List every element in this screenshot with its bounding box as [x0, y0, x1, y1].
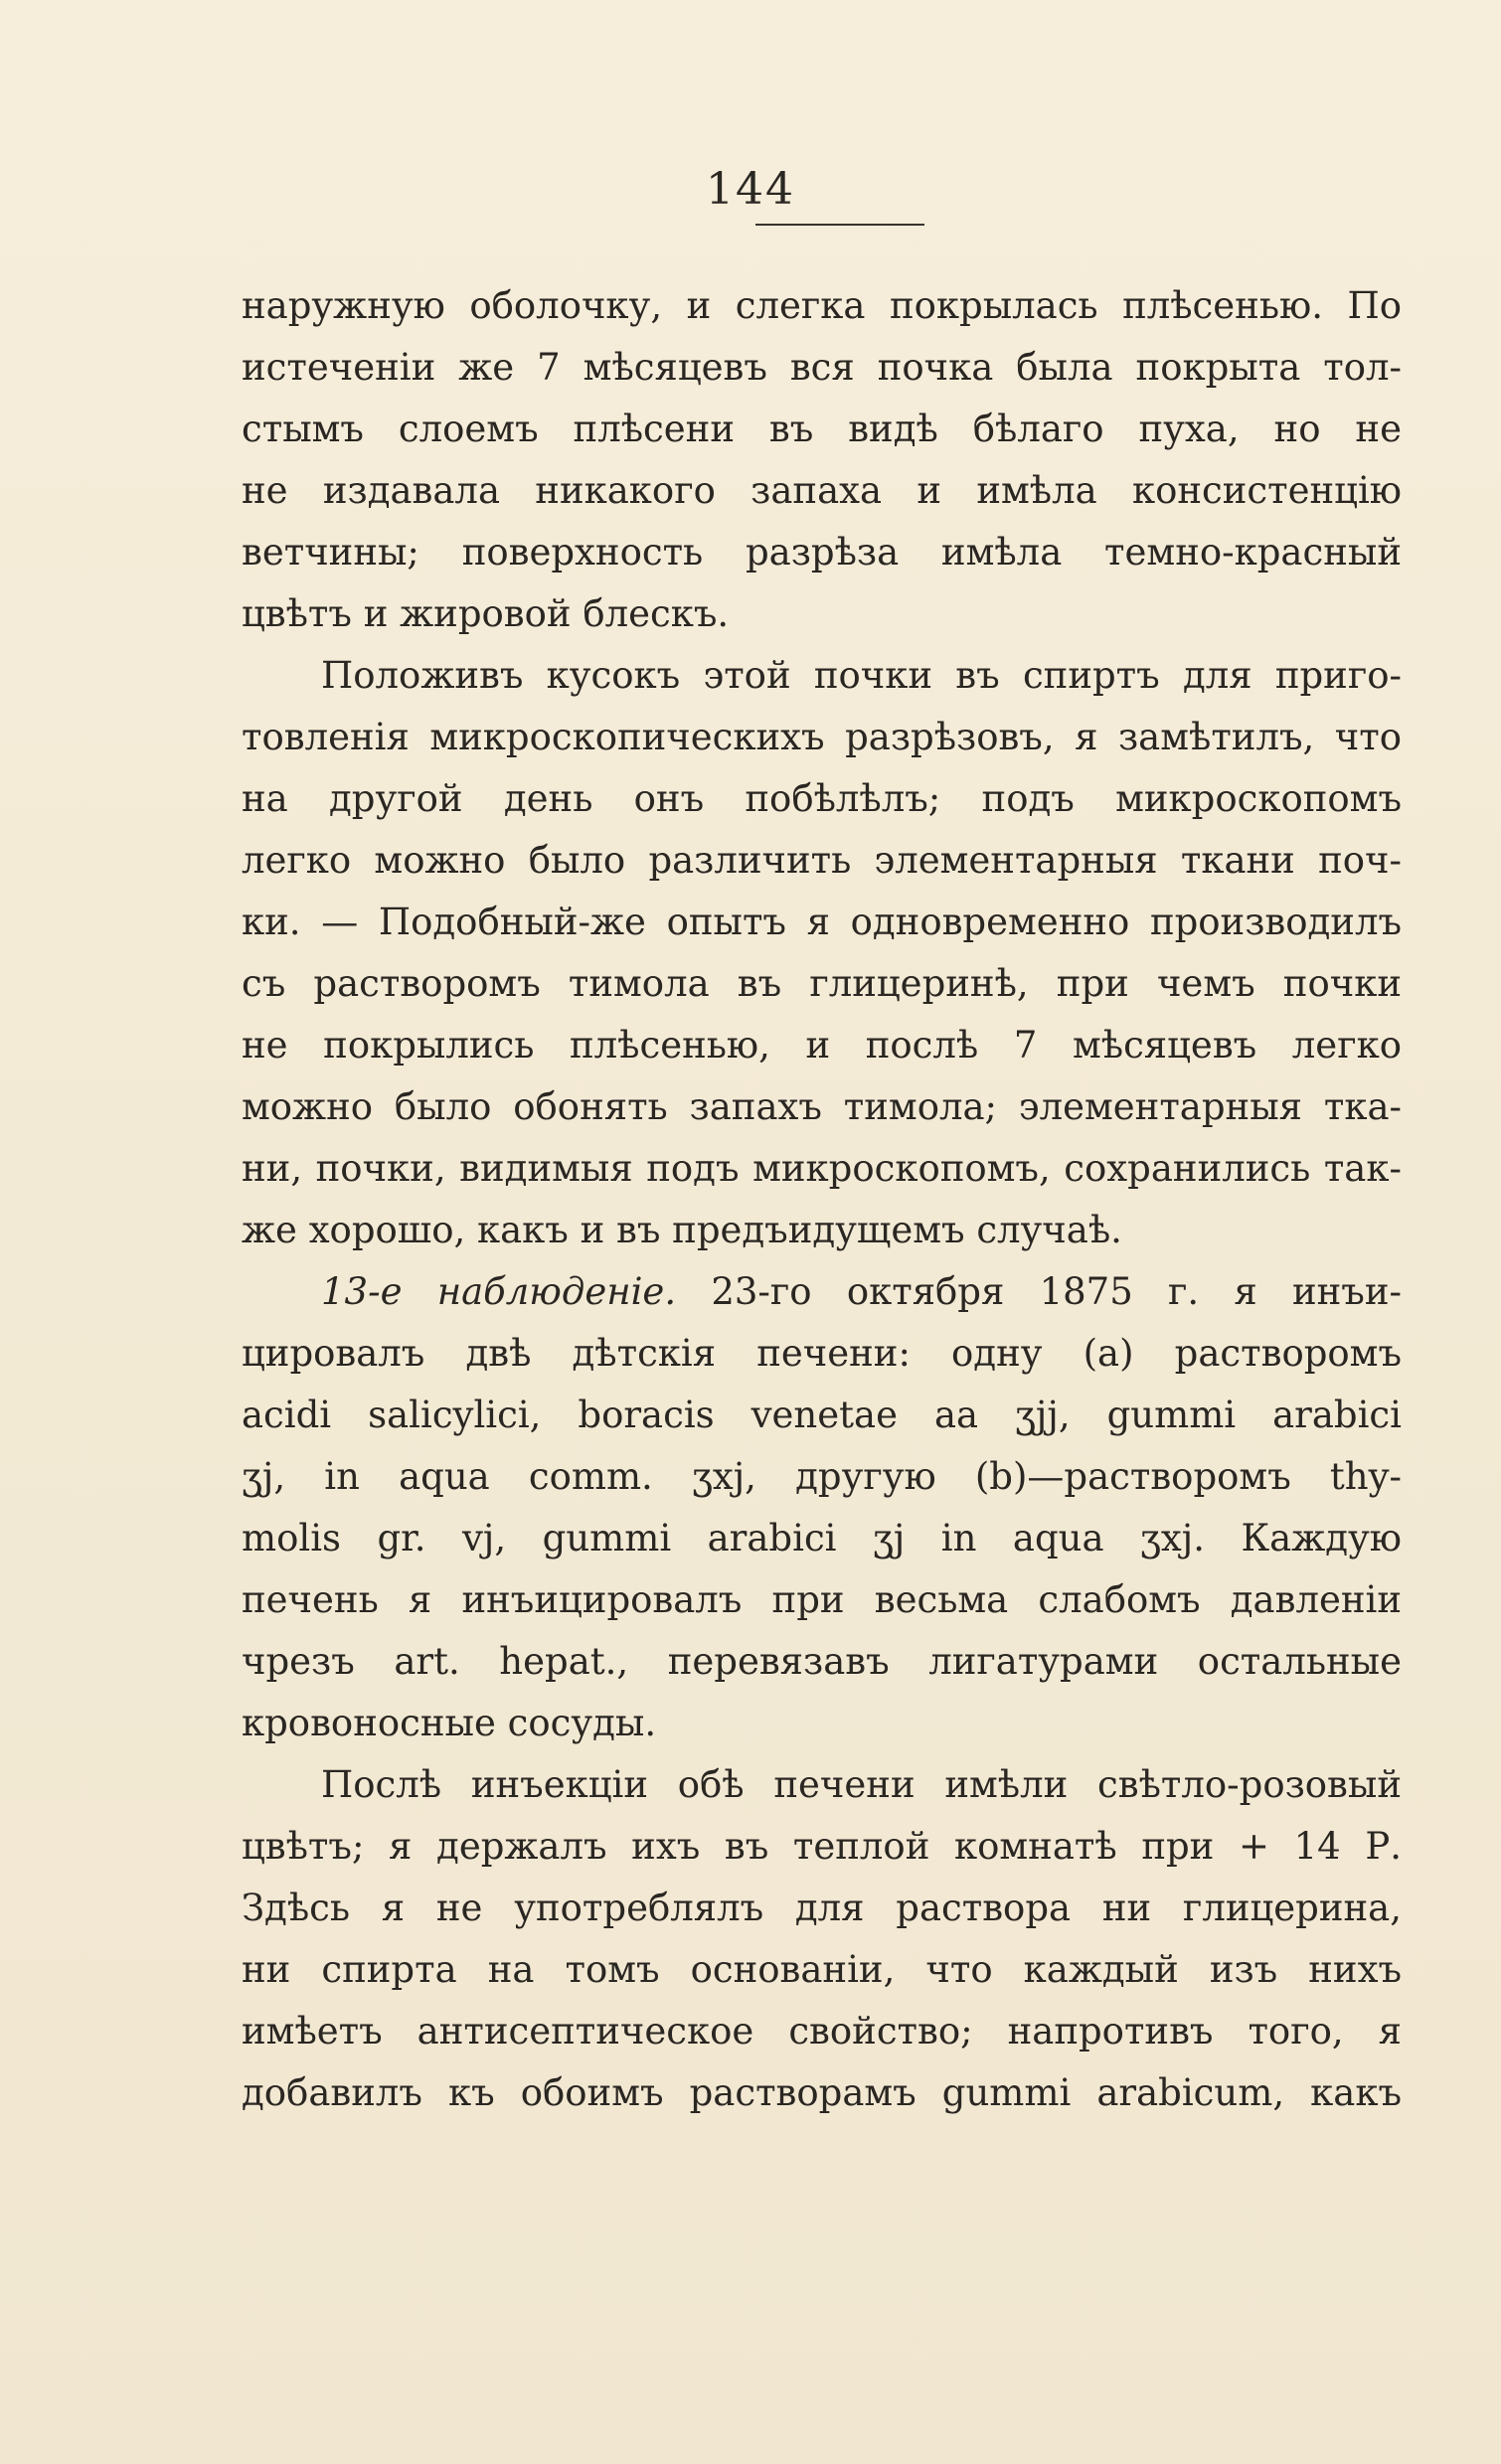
text-line: легко можно было различить элементарныя ткани поч- — [242, 839, 1402, 882]
text-line: Послѣ инъекціи обѣ печени имѣли свѣтло-розовый — [321, 1763, 1402, 1806]
page-number: 144 — [706, 164, 795, 215]
text-line: можно было обонять запахъ тимола; элементарныя тка- — [242, 1085, 1402, 1128]
text-line: съ растворомъ тимола въ глицеринѣ, при чемъ почки — [242, 962, 1402, 1005]
text-line: molis gr. vj, gummi arabici ʒj in aqua ʒxj. Каждую — [242, 1517, 1402, 1560]
text-block — [242, 275, 1402, 2124]
text-line: чрезъ art. hepat., перевязавъ лигатурами остальные — [242, 1640, 1402, 1683]
paragraph-2 — [242, 645, 1402, 1261]
text-line: ни спирта на томъ основаніи, что каждый изъ нихъ — [242, 1948, 1402, 1991]
text-line: кровоносные сосуды. — [242, 1702, 657, 1744]
text-line — [242, 1261, 1402, 1323]
text-line: наружную оболочку, и слегка покрылась плѣсенью. По — [242, 284, 1402, 327]
observation-heading: 13-е наблюденіе. — [321, 1270, 677, 1313]
text-line: цвѣтъ и жировой блескъ. — [242, 592, 730, 635]
text-line: Положивъ кусокъ этой почки въ спиртъ для приго- — [321, 654, 1402, 697]
text-line: не покрылись плѣсенью, и послѣ 7 мѣсяцевъ легко — [242, 1024, 1402, 1067]
text-line: печень я инъицировалъ при весьма слабомъ давленіи — [242, 1578, 1402, 1621]
text-line: же хорошо, какъ и въ предъидущемъ случаѣ. — [242, 1209, 1122, 1251]
text-line: цировалъ двѣ дѣтскія печени: одну (a) растворомъ — [242, 1332, 1402, 1375]
text-line: ки. — Подобный-же опытъ я одновременно производилъ — [242, 901, 1402, 943]
text-line-rest: 23-го октября 1875 г. я инъи- — [676, 1270, 1402, 1313]
text-line: Здѣсь я не употреблялъ для раствора ни глицерина, — [242, 1887, 1402, 1929]
text-line: добавилъ къ обоимъ растворамъ gummi arabicum, какъ — [242, 2071, 1402, 2114]
text-line: acidi salicylici, boracis venetae aa ʒjj, gummi arabici — [242, 1394, 1402, 1436]
text-line: товленія микроскопическихъ разрѣзовъ, я замѣтилъ, что — [242, 716, 1402, 758]
text-line: имѣетъ антисептическое свойство; напротивъ того, я — [242, 2010, 1402, 2053]
page-number-rule — [755, 224, 924, 226]
paragraph-3 — [242, 1261, 1402, 1754]
text-line: ни, почки, видимыя подъ микроскопомъ, сохранились так- — [242, 1147, 1402, 1190]
paragraph-1 — [242, 275, 1402, 645]
text-line: ʒj, in aqua comm. ʒxj, другую (b)—растворомъ thy- — [242, 1455, 1402, 1498]
text-line: стымъ слоемъ плѣсени въ видѣ бѣлаго пуха, но не — [242, 408, 1402, 450]
text-line: ветчины; поверхность разрѣза имѣла темно-красный — [242, 531, 1402, 574]
text-line: на другой день онъ побѣлѣлъ; подъ микроскопомъ — [242, 777, 1402, 820]
text-line: не издавала никакого запаха и имѣла консистенцію — [242, 469, 1402, 512]
text-line: цвѣтъ; я держалъ ихъ въ теплой комнатѣ при + 14 Р. — [242, 1825, 1402, 1868]
text-line: истеченіи же 7 мѣсяцевъ вся почка была покрыта тол- — [242, 346, 1402, 389]
paragraph-4 — [242, 1754, 1402, 2124]
